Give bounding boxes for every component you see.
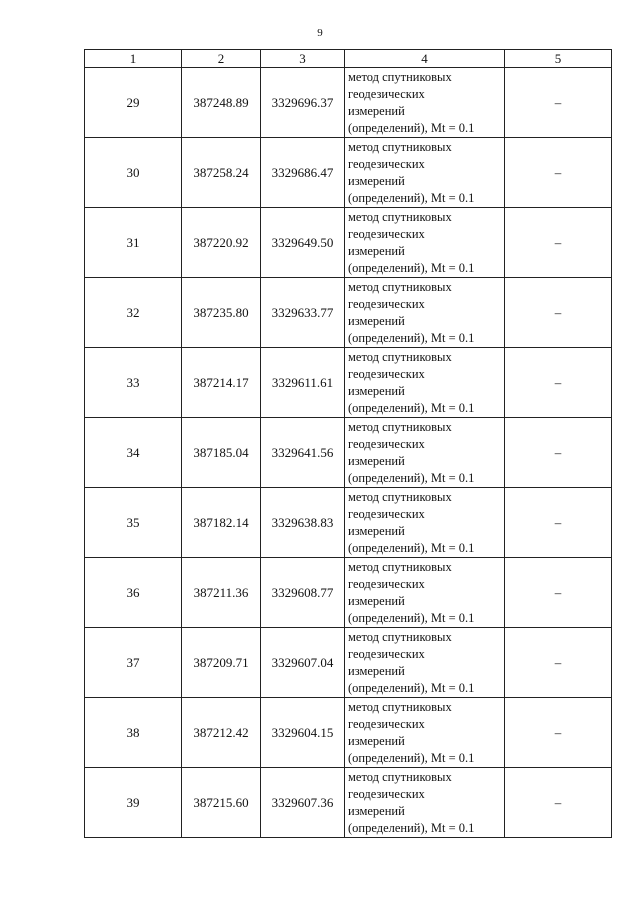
note-cell xyxy=(505,558,612,628)
method-line: (определений), Mt = 0.1 xyxy=(348,820,475,835)
x-coordinate-cell: 387211.36 xyxy=(182,558,261,628)
method-cell xyxy=(345,768,505,838)
note-dash: – xyxy=(554,94,562,110)
y-coordinate-cell: 3329686.47 xyxy=(261,138,345,208)
method-line: измерений xyxy=(348,103,405,118)
x-coordinate-cell: 387182.14 xyxy=(182,488,261,558)
note-dash: – xyxy=(554,794,562,810)
column-header: 3 xyxy=(261,50,345,68)
table-row xyxy=(85,68,612,138)
x-coordinate-cell: 387220.92 xyxy=(182,208,261,278)
method-line: измерений xyxy=(348,243,405,258)
y-coordinate-cell: 3329604.15 xyxy=(261,698,345,768)
method-line: геодезических xyxy=(348,226,425,241)
note-cell xyxy=(505,138,612,208)
column-header: 5 xyxy=(505,50,612,68)
method-line: геодезических xyxy=(348,296,425,311)
note-cell xyxy=(505,348,612,418)
table-row xyxy=(85,488,612,558)
y-coordinate-cell: 3329638.83 xyxy=(261,488,345,558)
method-cell xyxy=(345,138,505,208)
point-number-cell: 39 xyxy=(85,768,182,838)
note-cell xyxy=(505,698,612,768)
table-row xyxy=(85,698,612,768)
table-row xyxy=(85,418,612,488)
note-dash: – xyxy=(554,514,562,530)
method-line: измерений xyxy=(348,313,405,328)
table-body xyxy=(85,68,612,838)
y-coordinate-cell: 3329608.77 xyxy=(261,558,345,628)
note-cell xyxy=(505,68,612,138)
note-dash: – xyxy=(554,724,562,740)
point-number-cell: 35 xyxy=(85,488,182,558)
note-dash: – xyxy=(554,164,562,180)
y-coordinate-cell: 3329649.50 xyxy=(261,208,345,278)
method-line: (определений), Mt = 0.1 xyxy=(348,470,475,485)
point-number-cell: 30 xyxy=(85,138,182,208)
x-coordinate-cell: 387215.60 xyxy=(182,768,261,838)
table-row xyxy=(85,768,612,838)
y-coordinate-cell: 3329633.77 xyxy=(261,278,345,348)
note-cell xyxy=(505,768,612,838)
method-line: метод спутниковых xyxy=(348,489,452,504)
note-dash: – xyxy=(554,374,562,390)
point-number-cell: 31 xyxy=(85,208,182,278)
note-dash: – xyxy=(554,234,562,250)
table-row xyxy=(85,208,612,278)
method-line: геодезических xyxy=(348,506,425,521)
note-cell xyxy=(505,208,612,278)
y-coordinate-cell: 3329641.56 xyxy=(261,418,345,488)
method-cell xyxy=(345,418,505,488)
method-line: измерений xyxy=(348,173,405,188)
y-coordinate-cell: 3329607.36 xyxy=(261,768,345,838)
method-line: метод спутниковых xyxy=(348,69,452,84)
x-coordinate-cell: 387185.04 xyxy=(182,418,261,488)
note-dash: – xyxy=(554,304,562,320)
method-line: метод спутниковых xyxy=(348,769,452,784)
note-dash: – xyxy=(554,584,562,600)
method-line: (определений), Mt = 0.1 xyxy=(348,680,475,695)
method-line: метод спутниковых xyxy=(348,349,452,364)
table-row xyxy=(85,628,612,698)
x-coordinate-cell: 387258.24 xyxy=(182,138,261,208)
method-line: геодезических xyxy=(348,156,425,171)
method-line: геодезических xyxy=(348,786,425,801)
y-coordinate-cell: 3329611.61 xyxy=(261,348,345,418)
method-line: (определений), Mt = 0.1 xyxy=(348,120,475,135)
method-cell xyxy=(345,68,505,138)
note-cell xyxy=(505,628,612,698)
method-line: измерений xyxy=(348,663,405,678)
x-coordinate-cell: 387248.89 xyxy=(182,68,261,138)
x-coordinate-cell: 387235.80 xyxy=(182,278,261,348)
method-line: метод спутниковых xyxy=(348,209,452,224)
method-line: геодезических xyxy=(348,436,425,451)
method-line: (определений), Mt = 0.1 xyxy=(348,540,475,555)
method-line: геодезических xyxy=(348,576,425,591)
method-line: измерений xyxy=(348,733,405,748)
page-number: 9 xyxy=(317,27,323,39)
y-coordinate-cell: 3329696.37 xyxy=(261,68,345,138)
point-number-cell: 34 xyxy=(85,418,182,488)
method-line: метод спутниковых xyxy=(348,699,452,714)
method-cell xyxy=(345,628,505,698)
coordinates-table xyxy=(84,49,612,838)
method-line: (определений), Mt = 0.1 xyxy=(348,750,475,765)
x-coordinate-cell: 387214.17 xyxy=(182,348,261,418)
method-line: метод спутниковых xyxy=(348,419,452,434)
method-cell xyxy=(345,208,505,278)
note-cell xyxy=(505,418,612,488)
point-number-cell: 38 xyxy=(85,698,182,768)
point-number-cell: 33 xyxy=(85,348,182,418)
method-line: измерений xyxy=(348,803,405,818)
method-line: геодезических xyxy=(348,716,425,731)
x-coordinate-cell: 387209.71 xyxy=(182,628,261,698)
method-line: метод спутниковых xyxy=(348,139,452,154)
method-line: измерений xyxy=(348,523,405,538)
table-row xyxy=(85,558,612,628)
note-dash: – xyxy=(554,444,562,460)
method-line: (определений), Mt = 0.1 xyxy=(348,610,475,625)
method-line: геодезических xyxy=(348,366,425,381)
method-line: метод спутниковых xyxy=(348,629,452,644)
method-line: измерений xyxy=(348,383,405,398)
note-cell xyxy=(505,488,612,558)
table-header-row xyxy=(85,50,612,68)
method-line: геодезических xyxy=(348,646,425,661)
method-line: метод спутниковых xyxy=(348,559,452,574)
method-line: (определений), Mt = 0.1 xyxy=(348,190,475,205)
method-line: (определений), Mt = 0.1 xyxy=(348,260,475,275)
note-cell xyxy=(505,278,612,348)
column-header: 4 xyxy=(345,50,505,68)
method-cell xyxy=(345,348,505,418)
point-number-cell: 37 xyxy=(85,628,182,698)
method-line: геодезических xyxy=(348,86,425,101)
column-header: 1 xyxy=(85,50,182,68)
method-line: (определений), Mt = 0.1 xyxy=(348,400,475,415)
point-number-cell: 32 xyxy=(85,278,182,348)
note-dash: – xyxy=(554,654,562,670)
point-number-cell: 36 xyxy=(85,558,182,628)
point-number-cell: 29 xyxy=(85,68,182,138)
method-line: измерений xyxy=(348,453,405,468)
table-row xyxy=(85,278,612,348)
method-cell xyxy=(345,278,505,348)
y-coordinate-cell: 3329607.04 xyxy=(261,628,345,698)
method-cell xyxy=(345,698,505,768)
method-line: измерений xyxy=(348,593,405,608)
method-cell xyxy=(345,558,505,628)
method-line: метод спутниковых xyxy=(348,279,452,294)
method-cell xyxy=(345,488,505,558)
column-header: 2 xyxy=(182,50,261,68)
table-row xyxy=(85,348,612,418)
table-row xyxy=(85,138,612,208)
x-coordinate-cell: 387212.42 xyxy=(182,698,261,768)
method-line: (определений), Mt = 0.1 xyxy=(348,330,475,345)
